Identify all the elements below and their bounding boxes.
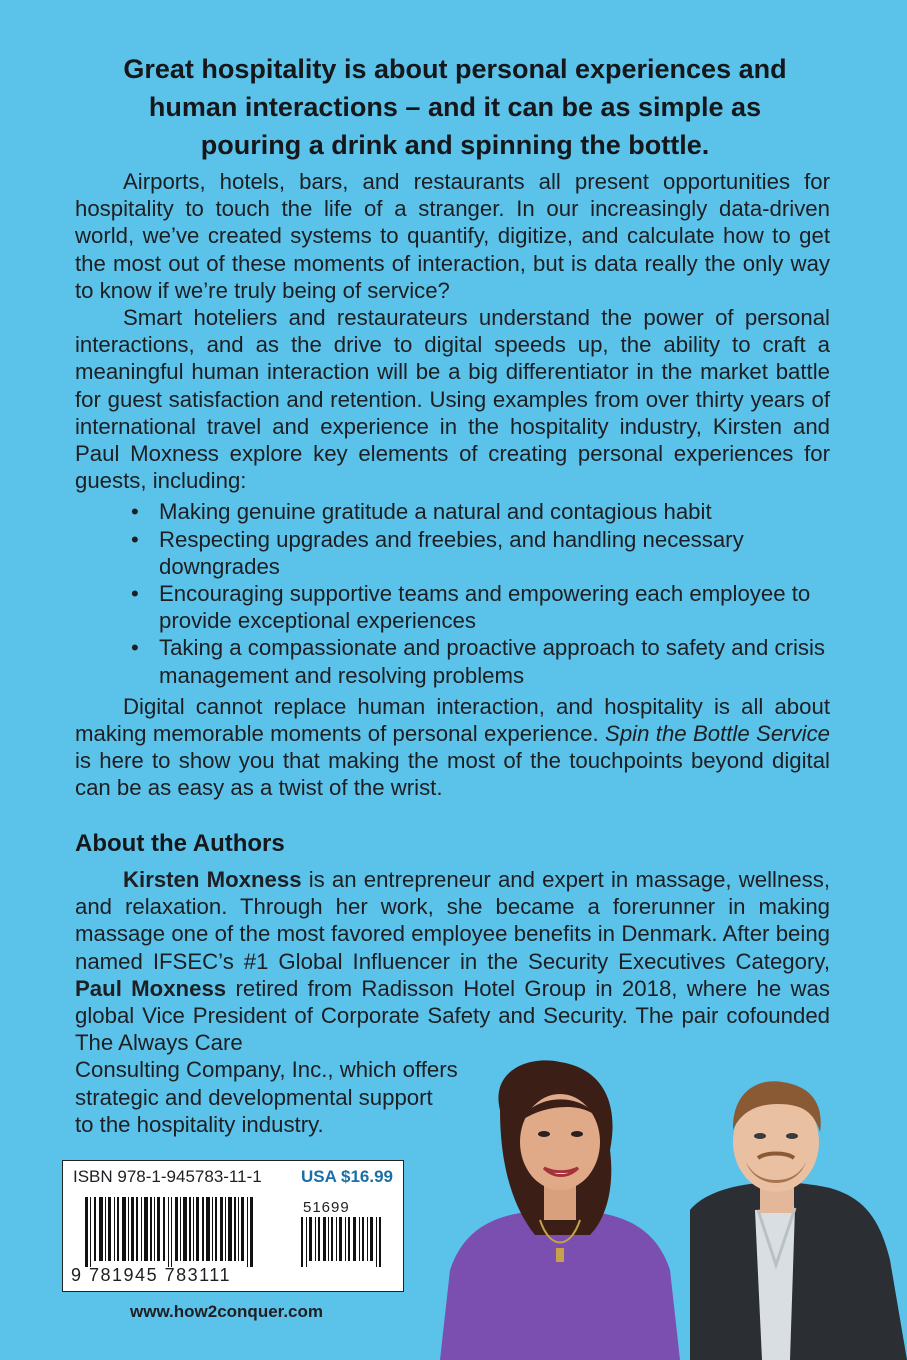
author-name-kirsten: Kirsten Moxness [123, 867, 302, 892]
closing-text-start: Digital cannot replace human interaction, and hospitality is all about making memorable moments of personal experience. [75, 693, 830, 747]
list-item: • Encouraging supportive teams and empowering each employee to provide exceptional experiences [159, 580, 830, 634]
closing-text-end: is here to show you that making the most of the touchpoints beyond digital can be as easy as a twist of the wrist. [75, 748, 830, 801]
website-url[interactable]: www.how2conquer.com [130, 1302, 324, 1321]
bio-line: to the hospitality industry. [75, 1111, 324, 1137]
book-title: Spin the Bottle Service [605, 721, 831, 747]
key-elements-list [75, 498, 830, 688]
paragraph-closing [75, 693, 830, 802]
isbn-text: ISBN 978-1-945783-11-1 [73, 1167, 262, 1186]
bio-line: Consulting Company, Inc., which offers [75, 1057, 458, 1083]
price-code: 51699 [303, 1199, 350, 1216]
headline: Great hospitality is about personal experiences and human interactions – and it can be as simple as pouring a drink and spinning the bottle. [123, 54, 787, 160]
barcode-label [62, 1160, 404, 1292]
list-item: • Making genuine gratitude a natural and contagious habit [159, 498, 830, 525]
man-shirt [755, 1208, 795, 1360]
list-item: • Respecting upgrades and freebies, and handling necessary downgrades [159, 526, 830, 580]
barcode-digits: 9 781945 783111 [71, 1265, 231, 1285]
authors-illustration [440, 1060, 907, 1360]
man-jacket [690, 1182, 907, 1360]
description [75, 168, 830, 802]
price-text: USA $16.99 [301, 1167, 393, 1186]
about-heading: About the Authors [75, 830, 285, 857]
author-bio [75, 866, 830, 1056]
paragraph-personal-interactions: Smart hoteliers and restaurateurs understand the power of personal interactions, and as the drive to digital speeds up, the ability to craft a meaningful human interaction will be a big differentiator in the market battle for guest satisfaction and retention. Using examples from over thirty years of international travel and experience in the hospitality industry, Kirsten and Paul Moxness explore key elements of creating personal experiences for guests, including: [75, 305, 830, 494]
bio-text-1: is an entrepreneur and expert in massage, wellness, and relaxation. Through her work, she became a forerunner in making massage one of the most favored employee benefits in Denmark. After being named IFSEC’s #1 Global Influencer in the Security Executives Category, [75, 867, 830, 974]
bio-text-2: retired from Radisson Hotel Group in 2018, where he was global Vice President of Corporate Safety and Security. The pair cofounded The Always Care [75, 975, 831, 1056]
author-name-paul: Paul Moxness [75, 975, 227, 1001]
bio-line: strategic and developmental support [75, 1084, 433, 1110]
list-item: • Taking a compassionate and proactive approach to safety and crisis management and resolving problems [159, 634, 830, 688]
paragraph-intro: Airports, hotels, bars, and restaurants all present opportunities for hospitality to touch the life of a stranger. In our increasingly data-driven world, we’ve created systems to quantify, digitize, and calculate how to get the most out of these moments of interaction, but is data really the only way to know if we’re truly being of service? [75, 169, 830, 303]
